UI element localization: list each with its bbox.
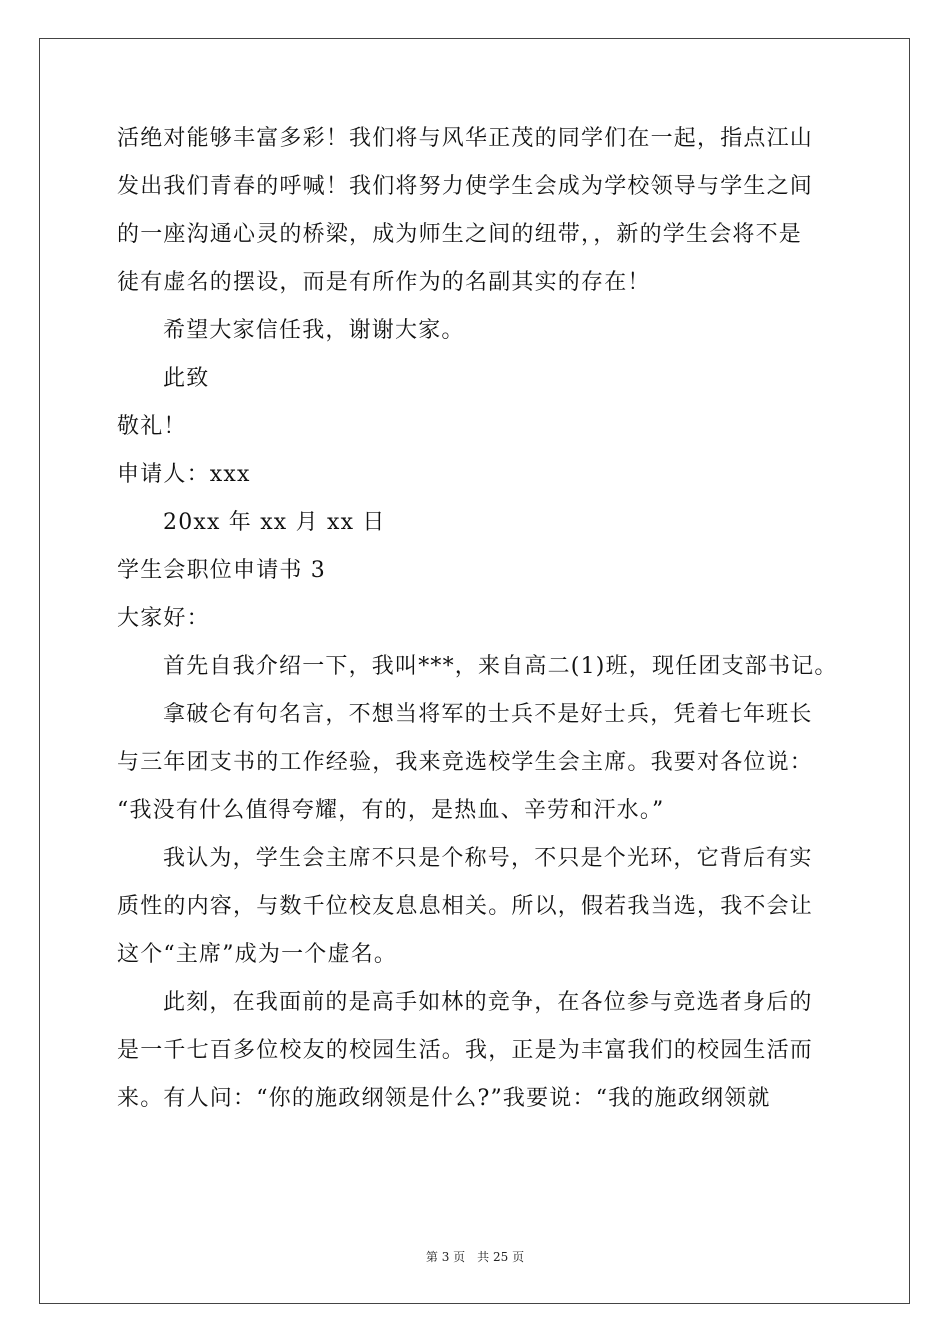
text-line: 徒有虚名的摆设，而是有所作为的名副其实的存在！: [117, 270, 651, 295]
page-number: 第 3 页 共 25 页: [425, 1250, 525, 1264]
text-line: 活绝对能够丰富多彩！我们将与风华正茂的同学们在一起，指点江山: [117, 126, 814, 151]
text-line: 我认为，学生会主席不只是个称号，不只是个光环，它背后有实: [163, 846, 813, 871]
text-line: 希望大家信任我，谢谢大家。: [163, 318, 465, 343]
closing-regards: 敬礼！: [117, 414, 187, 439]
closing-salutation: 此致: [163, 366, 210, 391]
text-line: 发出我们青春的呼喊！我们将努力使学生会成为学校领导与学生之间: [117, 174, 814, 199]
text-line: 质性的内容，与数千位校友息息相关。所以，假若我当选，我不会让: [117, 894, 814, 919]
date-line: 20xx 年 xx 月 xx 日: [163, 510, 386, 535]
text-line: 来。有人问：“你的施政纲领是什么?”我要说：“我的施政纲领就: [117, 1086, 771, 1111]
text-line: 与三年团支书的工作经验，我来竞选校学生会主席。我要对各位说：: [117, 750, 814, 775]
text-line: 首先自我介绍一下，我叫***，来自高二(1)班，现任团支部书记。: [163, 654, 838, 679]
section-title: 学生会职位申请书 3: [117, 558, 326, 583]
text-line: 的一座沟通心灵的桥梁，成为师生之间的纽带，，新的学生会将不是: [117, 222, 803, 247]
text-line: 是一千七百多位校友的校园生活。我，正是为丰富我们的校园生活而: [117, 1038, 814, 1063]
text-line: “我没有什么值得夸耀，有的，是热血、辛劳和汗水。”: [117, 798, 665, 823]
text-line: 这个“主席”成为一个虚名。: [117, 942, 398, 967]
text-line: 拿破仑有句名言，不想当将军的士兵不是好士兵，凭着七年班长: [163, 702, 813, 727]
greeting: 大家好：: [117, 606, 210, 631]
text-line: 此刻，在我面前的是高手如林的竞争，在各位参与竞选者身后的: [163, 990, 813, 1015]
applicant-name: 申请人：xxx: [117, 462, 251, 487]
